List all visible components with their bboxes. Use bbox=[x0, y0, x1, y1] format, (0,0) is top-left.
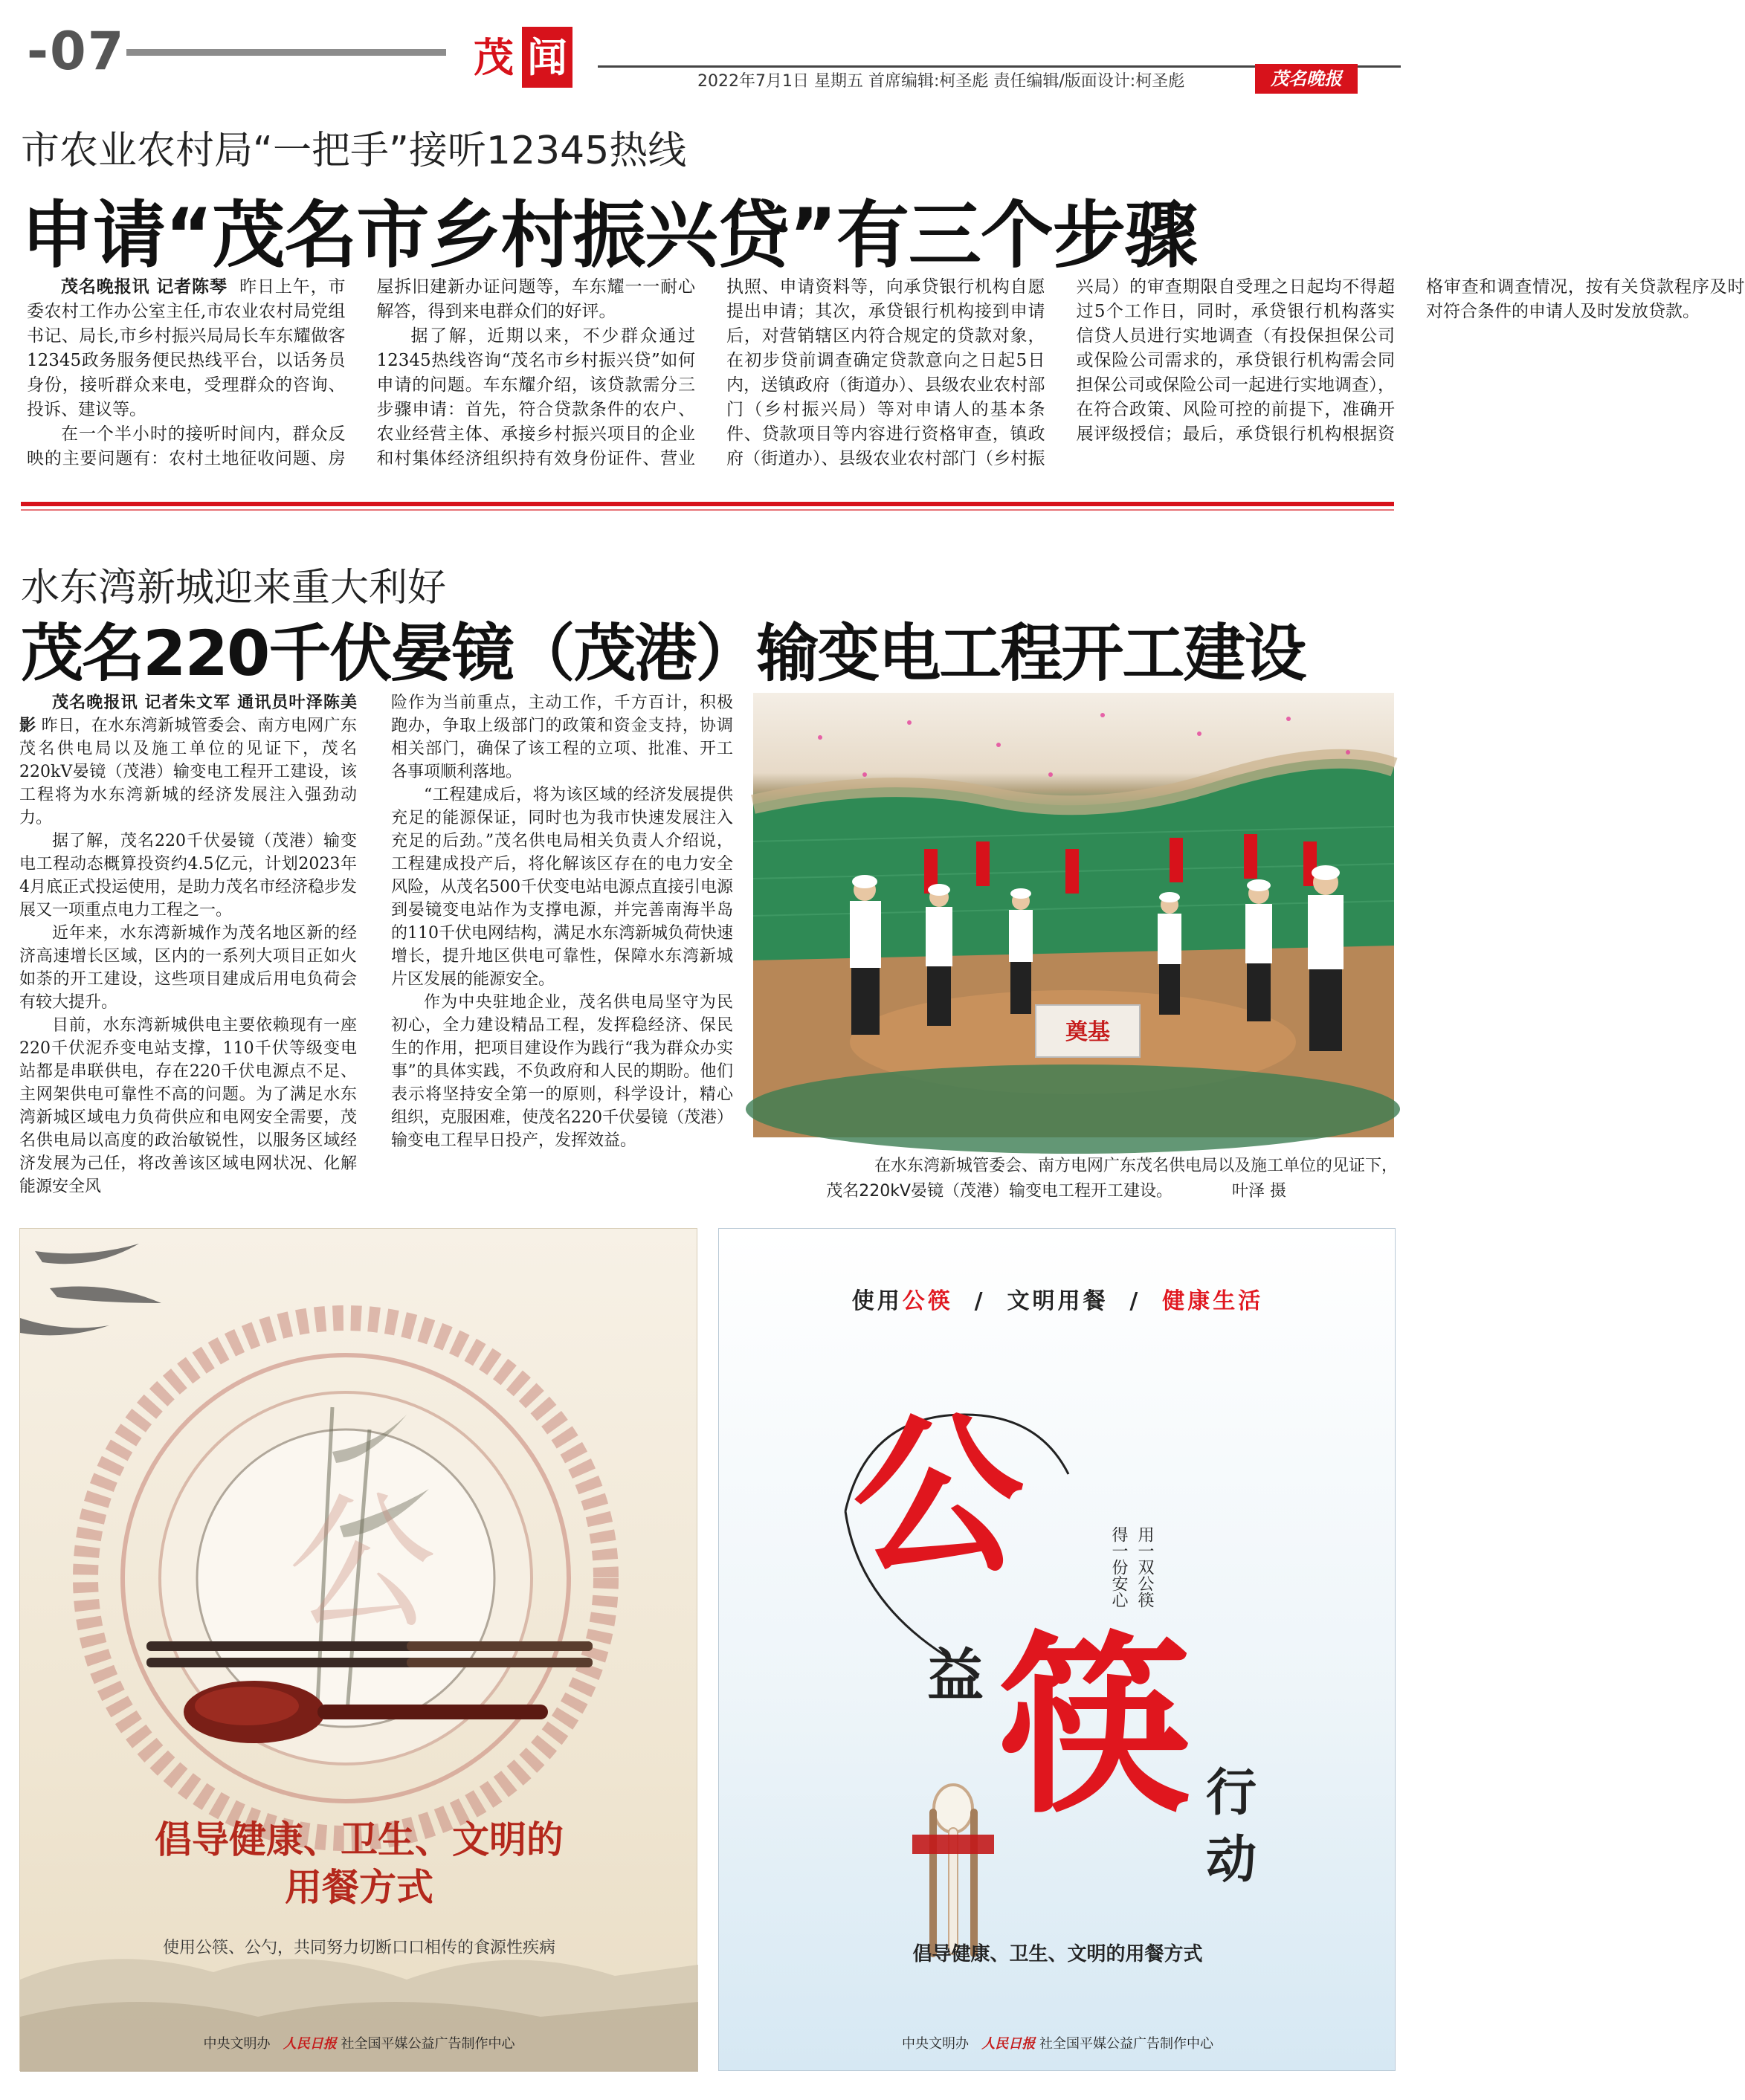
story1-para-2: 在一个半小时的接听时间内，群众反映的主要问题有：农村土地征收问题、房屋拆旧建新办证问题等，车东耀一一耐心解答，得到来电群众们的好评。 bbox=[27, 277, 695, 468]
ad-right-char-xing: 行 bbox=[1206, 1764, 1257, 1823]
story1-headline: 申请“茂名市乡村振兴贷”有三个步骤 bbox=[21, 193, 1197, 278]
ad-right-top-health: 健康生活 bbox=[1162, 1288, 1264, 1314]
story2-headline: 茂名220千伏晏镜（茂港）输变电工程开工建设 bbox=[21, 617, 1306, 690]
page-number: -07 bbox=[27, 21, 126, 82]
ad-right-char-kuai: 筷 bbox=[998, 1613, 1191, 1840]
story2-para-5: 险作为当前重点，主动工作，千方百计，积极跑办，争取上级部门的政策和资金支持，协调相关部门，确保了该工程的立项、批准、开工各事项顺利落地。 bbox=[391, 694, 733, 781]
section-badge bbox=[470, 27, 572, 88]
story2-para-2: 据了解，茂名220千伏晏镜（茂港）输变电工程动态概算投资约4.5亿元，计划2023年4月底正式投运使用，是助力茂名市经济稳步发展又一项重点电力工程之一。 bbox=[19, 832, 357, 920]
public-service-ad-left bbox=[19, 1228, 697, 2071]
story2-para-6: “工程建成后，将为该区域的经济发展提供充足的能源保证，同时也为我市快速发展注入充足的后劲。”茂名供电局相关负责人介绍说，工程建成投产后，将化解该区存在的电力安全风险，从茂名500千伏变电站电源点直接引电源到晏镜变电站作为支撑电源，并完善南海半岛的110千伏电网结构，满足水东湾新城负荷快速增长，提升地区供电可靠性，保障水东湾新城片区发展的能源安全。 bbox=[391, 786, 733, 989]
ad-right-char-dong: 动 bbox=[1206, 1831, 1257, 1890]
newspaper-logo: 茂名晚报 bbox=[1255, 64, 1358, 94]
ad-left-slogan bbox=[20, 1816, 698, 1911]
story2-byline: 茂名晚报讯 记者朱文军 通讯员叶泽陈美影 bbox=[19, 694, 357, 735]
photo-caption-line-1: 在水东湾新城管委会、南方电网广东茂名供电局以及施工单位的见证下， bbox=[874, 1157, 1398, 1175]
story2-kicker: 水东湾新城迎来重大利好 bbox=[21, 566, 447, 610]
photo-caption-line-2-row bbox=[766, 1179, 1398, 1204]
story1-body bbox=[27, 275, 1745, 492]
story2-col-2 bbox=[391, 691, 733, 1204]
ad-right-footer-org2: 社全国平媒公益广告制作中心 bbox=[1039, 2036, 1213, 2052]
story1-para-1-text: 昨日上午，市委农村工作办公室主任,市农业农村局党组书记、局长,市乡村振兴局局长车东耀做客12345政务服务便民热线平台，以话务员身份，接听群众来电，受理群众的咨询、投诉、建议等。 bbox=[27, 277, 346, 419]
story2-para-1 bbox=[19, 691, 357, 830]
ad-right-char-yi: 益 bbox=[927, 1642, 984, 1708]
section-divider bbox=[21, 502, 1394, 506]
ad-right-top-gongkuai: 公筷 bbox=[902, 1288, 953, 1314]
ad-left-slogan-line-2: 用餐方式 bbox=[285, 1865, 433, 1909]
story1-para-1 bbox=[27, 275, 346, 422]
story1-byline: 茂名晚报讯 记者陈琴 bbox=[61, 277, 228, 297]
groundbreaking-photo-art bbox=[753, 693, 1394, 1137]
ad-right-bottom-text: 倡导健康、卫生、文明的用餐方式 bbox=[912, 1943, 1203, 1965]
photo-caption bbox=[766, 1154, 1398, 1204]
header-rule bbox=[126, 49, 446, 56]
photo-credit: 叶泽 摄 bbox=[1232, 1182, 1286, 1201]
ad-right-top-sep-2: / bbox=[1129, 1288, 1141, 1314]
header-info: 2022年7月1日 星期五 首席编辑:柯圣彪 责任编辑/版面设计:柯圣彪 bbox=[697, 72, 1185, 91]
ad-right-vertical-2: 得一份安心 bbox=[1109, 1526, 1128, 1608]
ad-left-subtext: 使用公筷、公勺，共同努力切断口口相传的食源性疾病 bbox=[162, 1939, 555, 1957]
story2-para-3: 近年来，水东湾新城作为茂名地区新的经济高速增长区域，区内的一系列大项目正如火如荼的开工建设，这些项目建成后用电负荷会有较大提升。 bbox=[19, 924, 357, 1012]
ad-right-footer-org1: 中央文明办 bbox=[902, 2036, 970, 2052]
ad-left-footer-org1: 中央文明办 bbox=[203, 2036, 271, 2052]
ad-left-big-char: 公 bbox=[288, 1477, 437, 1650]
ad-right-top-use: 使用 bbox=[851, 1288, 903, 1314]
ad-left-footer bbox=[20, 2033, 698, 2052]
foundation-stone-text: 奠基 bbox=[1065, 1019, 1110, 1045]
section-char-1: 茂 bbox=[470, 27, 517, 88]
ad-right-footer-brand: 人民日报 bbox=[981, 2036, 1036, 2052]
story2-para-1-text: 昨日，在水东湾新城管委会、南方电网广东茂名供电局以及施工单位的见证下，茂名220kV晏镜（茂港）输变电工程开工建设，该工程将为水东湾新城的经济发展注入强劲动力。 bbox=[19, 717, 357, 827]
story2-para-7: 作为中央驻地企业，茂名供电局坚守为民初心，全力建设精品工程，发挥稳经济、保民生的作用，把项目建设作为践行“我为群众办实事”的具体实践，不负政府和人民的期盼。他们表示将坚持安全第一的原则，科学设计，精心组织，克服困难，使茂名220千伏晏镜（茂港）输变电工程早日投产，发挥效益。 bbox=[391, 993, 733, 1150]
story2-para-4: 目前，水东湾新城供电主要依赖现有一座220千伏泥乔变电站支撑，110千伏等级变电站都是串联供电，存在220千伏电源点不足、主网架供电可靠性不高的问题。为了满足水东湾新城区域电力负荷供应和电网安全需要，茂名供电局以高度的政治敏锐性，以服务区域经济发展为己任，将改善该区域电网状况、化解能源安全风 bbox=[19, 1016, 357, 1196]
photo-caption-line-2: 茂名220kV晏镜（茂港）输变电工程开工建设。 bbox=[826, 1182, 1173, 1201]
ad-right-char-gong: 公 bbox=[853, 1396, 1025, 1597]
ad-left-footer-brand: 人民日报 bbox=[283, 2036, 337, 2052]
ad-left-slogan-line-1: 倡导健康、卫生、文明的 bbox=[155, 1818, 564, 1861]
groundbreaking-photo bbox=[753, 693, 1394, 1137]
section-char-2: 闻 bbox=[522, 27, 572, 88]
ad-right-top-wenming: 文明用餐 bbox=[1007, 1288, 1109, 1314]
ad-right-footer bbox=[719, 2033, 1396, 2052]
story2-col-1 bbox=[19, 691, 357, 1204]
story1-para-3: 据了解，近期以来，不少群众通过12345热线咨询“茂名市乡村振兴贷”如何申请的问题。车东耀介绍，该贷款需分三步骤申请：首先，符合贷款条件的农户、农业经营主体、承接乡村振兴项目的企业和村集体经济组织持有效身份证件、营业执照、申请资料等，向承贷银行机构自愿提出申请；其次，承贷银行机构接到申请后，对营销辖区内符合规定的贷款对象，在初步贷前调查确定贷款意向之日起5日内，送镇政府（街道办）、县级农业农村部门（乡村振兴局）等对申请人的基本条件、贷款项目等内容进行资格审查，镇政府（街道办）、县级农业农村部门（乡村振兴局）的审查期限自受理之日起均不得超过5个工作日，同时，承贷银行机构落实信贷人员进行实地调查（有投保担保公司或保险公司需求的，承贷银行机构需会同担保公司或保险公司一起进行实地调查），在符合政策、风险可控的前提下，准确开展评级授信；最后，承贷银行机构根据资格审查和调查情况，按有关贷款程序及时对符合条件的申请人及时发放贷款。 bbox=[376, 277, 1745, 468]
public-service-ad-right bbox=[718, 1228, 1396, 2071]
ad-right-top-sep-1: / bbox=[974, 1288, 986, 1314]
ad-right-vertical-1: 用一双公筷 bbox=[1135, 1526, 1154, 1608]
ad-left-footer-org2: 社全国平媒公益广告制作中心 bbox=[341, 2036, 515, 2052]
story1-kicker: 市农业农村局“一把手”接听12345热线 bbox=[21, 129, 687, 173]
